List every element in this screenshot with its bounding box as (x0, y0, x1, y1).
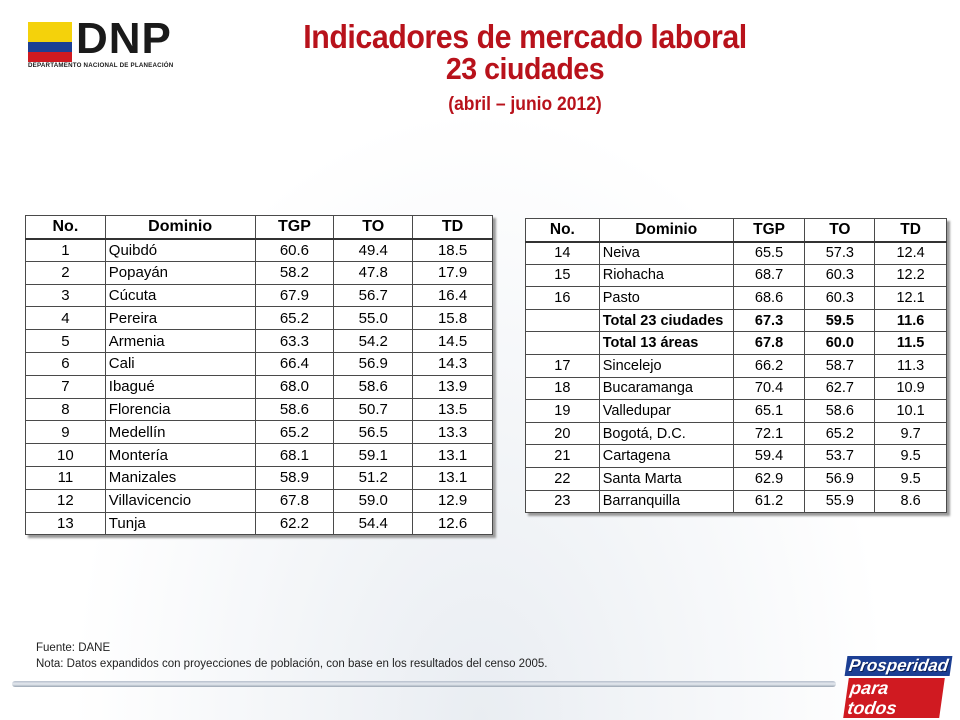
cell-dominio: Total 13 áreas (599, 332, 733, 355)
cell-dominio: Bucaramanga (599, 377, 733, 400)
table-row (526, 354, 947, 377)
cell-dominio: Valledupar (599, 400, 733, 423)
cell-no: 18 (526, 377, 600, 400)
cell-tgp: 67.8 (255, 489, 334, 512)
cell-tgp: 65.1 (733, 400, 805, 423)
table-row (26, 330, 493, 353)
cell-no: 5 (26, 330, 106, 353)
cell-to: 60.0 (805, 332, 875, 355)
cell-dominio: Santa Marta (599, 467, 733, 490)
cell-tgp: 72.1 (733, 422, 805, 445)
cell-dominio: Armenia (105, 330, 255, 353)
cell-no: 2 (26, 261, 106, 284)
cell-no: 13 (26, 512, 106, 535)
cell-no: 19 (526, 400, 600, 423)
cell-no: 15 (526, 264, 600, 287)
cell-tgp: 68.1 (255, 444, 334, 467)
cell-td: 15.8 (413, 307, 493, 330)
cell-td: 13.1 (413, 466, 493, 489)
table-row (526, 445, 947, 468)
table-row (26, 444, 493, 467)
cell-tgp: 66.2 (733, 354, 805, 377)
slide-subtitle: 23 ciudades (445, 51, 605, 86)
table-header-row (526, 219, 947, 242)
table-row (526, 264, 947, 287)
table-row (526, 287, 947, 310)
cell-td: 8.6 (875, 490, 947, 513)
cell-tgp: 58.2 (255, 261, 334, 284)
column-header: TO (805, 219, 875, 242)
cell-tgp: 60.6 (255, 239, 334, 262)
cell-td: 9.5 (875, 467, 947, 490)
cell-td: 12.4 (875, 242, 947, 265)
cell-tgp: 63.3 (255, 330, 334, 353)
cell-td: 12.9 (413, 489, 493, 512)
column-header: Dominio (105, 216, 255, 239)
column-header: TO (334, 216, 413, 239)
slogan-line-1: Prosperidad (845, 656, 953, 676)
cell-td: 11.5 (875, 332, 947, 355)
cell-to: 58.7 (805, 354, 875, 377)
cell-no: 20 (526, 422, 600, 445)
cell-td: 16.4 (413, 284, 493, 307)
cell-dominio: Bogotá, D.C. (599, 422, 733, 445)
cell-dominio: Pereira (105, 307, 255, 330)
table-row (26, 261, 493, 284)
cell-to: 59.0 (334, 489, 413, 512)
slide-period: (abril – junio 2012) (448, 94, 602, 115)
cell-tgp: 61.2 (733, 490, 805, 513)
cell-tgp: 65.2 (255, 421, 334, 444)
cell-tgp: 68.7 (733, 264, 805, 287)
table-row (26, 421, 493, 444)
cell-to: 50.7 (334, 398, 413, 421)
cell-td: 11.3 (875, 354, 947, 377)
cell-dominio: Tunja (105, 512, 255, 535)
cell-to: 54.2 (334, 330, 413, 353)
cell-to: 55.9 (805, 490, 875, 513)
table-row (526, 400, 947, 423)
cell-to: 56.5 (334, 421, 413, 444)
cell-no: 6 (26, 352, 106, 375)
cell-tgp: 68.6 (733, 287, 805, 310)
data-note: Nota: Datos expandidos con proyecciones de población, con base en los resultados del censo 2005. (36, 658, 548, 670)
cell-dominio: Montería (105, 444, 255, 467)
slogan-line-2: para todos (843, 678, 945, 718)
cell-tgp: 58.9 (255, 466, 334, 489)
cell-no: 4 (26, 307, 106, 330)
cell-td: 12.6 (413, 512, 493, 535)
cell-tgp: 67.9 (255, 284, 334, 307)
column-header: TGP (255, 216, 334, 239)
cell-to: 58.6 (334, 375, 413, 398)
cell-no: 21 (526, 445, 600, 468)
cell-no: 12 (26, 489, 106, 512)
labor-table-left (25, 215, 493, 535)
table-row (526, 422, 947, 445)
cell-td: 9.7 (875, 422, 947, 445)
table-row (26, 352, 493, 375)
cell-dominio: Medellín (105, 421, 255, 444)
cell-to: 56.7 (334, 284, 413, 307)
cell-dominio: Quibdó (105, 239, 255, 262)
table-row (526, 377, 947, 400)
table-row (26, 489, 493, 512)
table-total-row (526, 332, 947, 355)
cell-dominio: Barranquilla (599, 490, 733, 513)
table-header-row (26, 216, 493, 239)
cell-to: 56.9 (805, 467, 875, 490)
cell-no (526, 332, 600, 355)
table-row (26, 284, 493, 307)
cell-to: 54.4 (334, 512, 413, 535)
table-row (26, 512, 493, 535)
cell-tgp: 66.4 (255, 352, 334, 375)
cell-dominio: Pasto (599, 287, 733, 310)
cell-to: 55.0 (334, 307, 413, 330)
cell-to: 59.1 (334, 444, 413, 467)
cell-td: 13.3 (413, 421, 493, 444)
cell-no: 7 (26, 375, 106, 398)
table-row (26, 466, 493, 489)
dnp-logo (28, 14, 180, 70)
cell-no: 8 (26, 398, 106, 421)
cell-to: 49.4 (334, 239, 413, 262)
cell-dominio: Riohacha (599, 264, 733, 287)
cell-td: 17.9 (413, 261, 493, 284)
cell-to: 60.3 (805, 287, 875, 310)
cell-no: 22 (526, 467, 600, 490)
cell-dominio: Total 23 ciudades (599, 309, 733, 332)
cell-no: 14 (526, 242, 600, 265)
table-row (526, 467, 947, 490)
table-row (26, 239, 493, 262)
cell-dominio: Cartagena (599, 445, 733, 468)
cell-dominio: Florencia (105, 398, 255, 421)
cell-tgp: 65.2 (255, 307, 334, 330)
cell-tgp: 59.4 (733, 445, 805, 468)
cell-td: 18.5 (413, 239, 493, 262)
cell-dominio: Ibagué (105, 375, 255, 398)
cell-tgp: 65.5 (733, 242, 805, 265)
column-header: TGP (733, 219, 805, 242)
cell-no: 23 (526, 490, 600, 513)
cell-to: 59.5 (805, 309, 875, 332)
cell-no: 3 (26, 284, 106, 307)
cell-tgp: 67.3 (733, 309, 805, 332)
table-row (526, 242, 947, 265)
cell-tgp: 58.6 (255, 398, 334, 421)
cell-to: 58.6 (805, 400, 875, 423)
cell-td: 14.3 (413, 352, 493, 375)
column-header: TD (875, 219, 947, 242)
cell-to: 57.3 (805, 242, 875, 265)
cell-td: 13.9 (413, 375, 493, 398)
cell-dominio: Popayán (105, 261, 255, 284)
cell-to: 62.7 (805, 377, 875, 400)
cell-no: 9 (26, 421, 106, 444)
table-row (26, 398, 493, 421)
cell-tgp: 70.4 (733, 377, 805, 400)
cell-tgp: 62.2 (255, 512, 334, 535)
cell-dominio: Manizales (105, 466, 255, 489)
cell-to: 47.8 (334, 261, 413, 284)
cell-no: 11 (26, 466, 106, 489)
cell-td: 13.1 (413, 444, 493, 467)
column-header: No. (26, 216, 106, 239)
cell-td: 12.1 (875, 287, 947, 310)
table-total-row (526, 309, 947, 332)
cell-td: 13.5 (413, 398, 493, 421)
colombia-flag-icon (28, 22, 72, 62)
cell-to: 60.3 (805, 264, 875, 287)
cell-td: 11.6 (875, 309, 947, 332)
cell-td: 10.1 (875, 400, 947, 423)
cell-td: 12.2 (875, 264, 947, 287)
cell-tgp: 68.0 (255, 375, 334, 398)
cell-dominio: Villavicencio (105, 489, 255, 512)
cell-dominio: Sincelejo (599, 354, 733, 377)
cell-to: 56.9 (334, 352, 413, 375)
cell-no: 16 (526, 287, 600, 310)
cell-dominio: Cúcuta (105, 284, 255, 307)
logo-wordmark: DNP (76, 14, 172, 63)
cell-no (526, 309, 600, 332)
cell-to: 65.2 (805, 422, 875, 445)
cell-no: 1 (26, 239, 106, 262)
source-note: Fuente: DANE (36, 642, 111, 654)
cell-no: 17 (526, 354, 600, 377)
cell-to: 53.7 (805, 445, 875, 468)
footer-divider (12, 681, 836, 687)
column-header: TD (413, 216, 493, 239)
cell-no: 10 (26, 444, 106, 467)
slide-title: Indicadores de mercado laboral (303, 18, 747, 55)
column-header: No. (526, 219, 600, 242)
prosperidad-logo (846, 656, 950, 720)
cell-dominio: Cali (105, 352, 255, 375)
cell-td: 14.5 (413, 330, 493, 353)
column-header: Dominio (599, 219, 733, 242)
table-row (26, 375, 493, 398)
cell-to: 51.2 (334, 466, 413, 489)
table-row (26, 307, 493, 330)
cell-tgp: 67.8 (733, 332, 805, 355)
cell-dominio: Neiva (599, 242, 733, 265)
cell-tgp: 62.9 (733, 467, 805, 490)
footnotes (36, 640, 547, 672)
cell-td: 9.5 (875, 445, 947, 468)
logo-subtitle: DEPARTAMENTO NACIONAL DE PLANEACIÓN (28, 62, 174, 69)
cell-td: 10.9 (875, 377, 947, 400)
labor-table-right (525, 218, 947, 513)
table-row (526, 490, 947, 513)
